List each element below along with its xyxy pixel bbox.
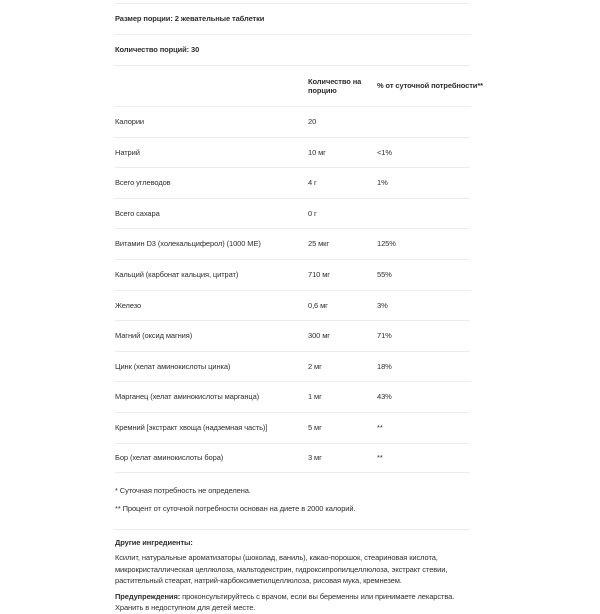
row-daily-value: 1%: [377, 178, 388, 188]
serving-size-text: Размер порции: 2 жевательные таблетки: [115, 14, 265, 24]
row-label: Железо: [115, 300, 142, 310]
row-amount: 1 мг: [308, 392, 322, 402]
row-label: Витамин D3 (холекальциферол) (1000 МЕ): [115, 239, 261, 249]
row-amount: 5 мг: [308, 423, 322, 433]
table-row: [115, 228, 470, 259]
row-amount: 0,6 мг: [308, 300, 328, 310]
footnote-2000-calorie-diet: ** Процент от суточной потребности основан на диете в 2000 калорий.: [115, 503, 356, 513]
footnotes-block: [115, 473, 470, 530]
other-ingredients-section: [115, 538, 470, 614]
table-row: [115, 198, 470, 229]
row-amount: 4 г: [308, 178, 317, 188]
warnings-label: Предупреждения:: [115, 592, 181, 601]
supplement-facts-panel: [115, 3, 483, 614]
table-header-row: [115, 65, 483, 106]
row-label: Калории: [115, 117, 145, 127]
table-row: [115, 351, 470, 382]
row-label: Кремний [экстракт хвоща (надземная часть)]: [115, 423, 268, 433]
warnings-paragraph: [115, 591, 470, 614]
row-daily-value: **: [377, 453, 383, 463]
row-amount: 25 мкг: [308, 239, 329, 249]
table-row: [115, 381, 470, 412]
row-daily-value: 43%: [377, 392, 392, 402]
row-label: Магний (оксид магния): [115, 331, 193, 341]
row-amount: 20: [308, 117, 317, 127]
row-amount: 300 мг: [308, 331, 330, 341]
row-amount: 0 г: [308, 208, 317, 218]
column-header-amount: Количество на порцию: [308, 76, 362, 95]
row-label: Всего сахара: [115, 208, 160, 218]
row-label: Кальций (карбонат кальция, цитрат): [115, 270, 239, 280]
serving-size-row: [115, 3, 470, 34]
row-amount: 10 мг: [308, 147, 326, 157]
row-label: Цинк (хелат аминокислоты цинка): [115, 361, 231, 371]
row-label: Натрий: [115, 147, 140, 157]
servings-per-container-row: [115, 34, 470, 65]
row-amount: 3 мг: [308, 453, 322, 463]
other-ingredients-text: Ксилит, натуральные ароматизаторы (шоколад, ваниль), какао-порошок, стеариновая кислота, микрокристаллическая целлюлоза, мальтодекстрин, гидроксипропилцеллюлоза, экстракт стевии, растительный стеарат, натрий-карбоксиметилцеллюлоза, рисовая мука, кремнезем.: [115, 553, 448, 585]
table-row: [115, 290, 470, 321]
table-row: [115, 259, 470, 290]
row-amount: 710 мг: [308, 270, 330, 280]
other-ingredients-title: Другие ингредиенты:: [115, 537, 193, 547]
row-daily-value: 55%: [377, 270, 392, 280]
warnings-text: проконсультируйтесь с врачом, если вы беременны или принимаете лекарства. Хранить в недоступном для детей месте.: [115, 592, 455, 613]
row-daily-value: 18%: [377, 361, 392, 371]
table-row: [115, 320, 470, 351]
table-row: [115, 412, 470, 443]
row-daily-value: 71%: [377, 331, 392, 341]
row-label: Всего углеводов: [115, 178, 171, 188]
row-label: Марганец (хелат аминокислоты марганца): [115, 392, 260, 402]
table-row: [115, 137, 470, 168]
row-daily-value: **: [377, 423, 383, 433]
table-row: [115, 167, 470, 198]
row-amount: 2 мг: [308, 361, 322, 371]
servings-per-container-text: Количество порций: 30: [115, 45, 200, 55]
row-daily-value: 3%: [377, 300, 388, 310]
row-daily-value: 125%: [377, 239, 396, 249]
footnote-daily-value-not-established: * Суточная потребность не определена.: [115, 486, 251, 496]
row-daily-value: <1%: [377, 147, 392, 157]
row-label: Бор (хелат аминокислоты бора): [115, 453, 224, 463]
column-header-daily-value: % от суточной потребности**: [377, 81, 483, 91]
table-row: [115, 106, 470, 137]
table-row: [115, 443, 470, 474]
